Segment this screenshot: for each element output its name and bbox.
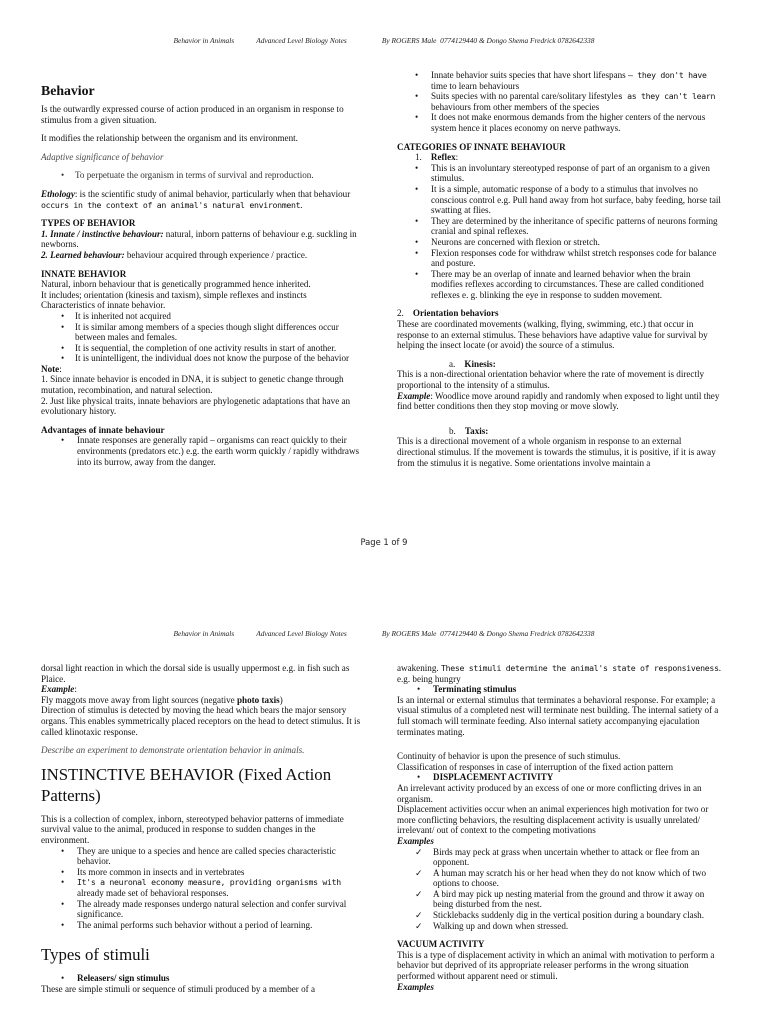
list-item: • Releasers/ sign stimulus — [61, 973, 170, 984]
header-right: By ROGERS Male 0774129440 & Dongo Shema Fredrick 0782642338 — [381, 629, 595, 638]
ethology-paragraph: Ethology: is the scientific study of animal behavior, particularly when that behaviour occurs in the context of an animal's natural environment. — [41, 188, 351, 210]
advantages-heading: Advantages of innate behaviour — [41, 424, 165, 435]
reflex-heading: 1. Reflex: — [415, 152, 459, 163]
list-item: • They are unique to a species and hence are called species characteristic behavior. — [61, 845, 336, 867]
list-item: • Suits species with no parental care/solitary lifestyles as they can't learn behaviours from other members of the species — [415, 91, 716, 112]
list-item: • It's a neuronal economy measure, providing organisms with already made set of behavioral responses. — [61, 877, 341, 898]
advantages-continued-list — [397, 70, 721, 134]
instinctive-title: INSTINCTIVE BEHAVIOR (Fixed Action Patterns) — [41, 764, 332, 805]
innate-type: 1. Innate / instinctive behaviour: natural, inborn patterns of behaviour e.g. suckling in newborns. — [41, 228, 357, 250]
terminating-list — [397, 684, 721, 695]
list-item: ✓ A bird may pick up nesting material from the ground and throw it away on being disturbed from the nest. — [415, 888, 705, 910]
list-item: • It is inherited not acquired — [61, 310, 171, 321]
describe-question: Describe an experiment to demonstrate orientation behavior in animals. — [41, 745, 305, 756]
list-item: • There may be an overlap of innate and learned behavior when the brain modifies reflexes according to circumstances. These are called conditioned reflexes e. g. blinking the eye in response to sudden movement. — [415, 268, 704, 300]
list-item: • It is similar among members of a species though slight differences occur between males and females. — [61, 321, 339, 343]
taxis-text: This is a directional movement of a whole organism in response to an external directional stimulus. If the movement is towards the stimulus, it is positive, if it is away from the stimulus it is negative. Some orientations involve maintain a — [397, 436, 716, 468]
list-item: ✓ Birds may peck at grass when uncertain whether to attack or flee from an opponent. — [415, 846, 700, 868]
terminating-text: Is an internal or external stimulus that terminates a behavioral response. For example; a visual stimulus of a completed nest will terminate nest building. The internal satiety of a full stomach will terminate feeding. Also internal satiety accompanying ejaculation terminates mating. — [397, 694, 719, 737]
list-item: • It is a simple, automatic response of a body to a stimulus that involves no conscious control e.g. Pull hand away from hot surface, baby feeding, horse tail swatting at flies. — [415, 183, 721, 216]
list-item: ✓ A human may scratch his or her head when they do not know which of two options to choose. — [415, 867, 707, 889]
header-middle: Advanced Level Biology Notes — [256, 36, 347, 45]
list-item: • Innate responses are generally rapid – organisms can react quickly to their environments (predators etc.) e.g. the earth worm quickly / rapidly withdraws into its burrow, away from the danger. — [61, 435, 360, 467]
reflex-list — [397, 163, 721, 301]
taxis-heading: b. Taxis: — [449, 425, 489, 436]
running-header — [0, 629, 768, 638]
vacuum-text: This is a type of displacement activity in which an animal with motivation to perform a behavior but deprived of its appropriate releaser performs in the wrong situation performed without apparent need or stimuli. — [397, 949, 715, 982]
example-label: Example: — [41, 684, 77, 695]
kinesis-example: Example: Woodlice move around rapidly and randomly when exposed to light until they find better conditions then they stop moving or move slowly. — [397, 390, 720, 412]
list-item: ✓ Sticklebacks suddenly dig in the vertical position during a boundary clash. — [415, 910, 704, 921]
examples-list — [397, 847, 721, 932]
running-header — [0, 36, 768, 45]
releasers-text: These are simple stimuli or sequence of stimuli produced by a member of a — [41, 983, 315, 994]
page-1-right-column — [397, 70, 721, 468]
types-heading: TYPES OF BEHAVIOR — [41, 218, 136, 229]
note-label: Note: — [41, 363, 62, 374]
list-item: • It is sequential, the completion of one activity results in start of another. — [61, 342, 337, 353]
awakening-text: awakening. These stimuli determine the animal's state of responsiveness. e.g. being hungry — [397, 663, 721, 684]
adaptive-list — [41, 170, 363, 181]
list-item: • DISPLACEMENT ACTIVITY — [417, 772, 554, 783]
innate-heading: INNATE BEHAVIOR — [41, 268, 127, 279]
vacuum-heading: VACUUM ACTIVITY — [397, 939, 485, 950]
list-item: • The already made responses undergo natural selection and confer survival significance. — [61, 898, 347, 920]
orientation-text: These are coordinated movements (walking, flying, swimming, etc.) that occur in response to an external stimulus. These behaviors have adaptive value for survival by helping the insect locate (or avoid) the source of a stimulus. — [397, 319, 708, 351]
instinctive-definition: This is a collection of complex, inborn, stereotyped behavior patterns of immediate survival value to the animal, produced in response to sudden changes in the environment. — [41, 813, 344, 845]
list-item: • Flexion responses code for withdraw whilst stretch responses code for balance and posture. — [415, 247, 717, 269]
characteristics-list — [41, 311, 363, 364]
page-2-right-column — [397, 663, 721, 992]
behavior-definition: Is the outwardly expressed course of action produced in an organism in response to stimulus from a given situation. — [41, 104, 344, 125]
behavior-title: Behavior — [41, 83, 95, 98]
fly-maggots: Fly maggots move away from light sources (negative photo taxis) — [41, 694, 283, 705]
displacement-text-1: An irrelevant activity produced by an excess of one or more conflicting drives in an organism. — [397, 782, 702, 804]
list-item: • It is unintelligent, the individual does not know the purpose of the behavior — [61, 353, 350, 364]
innate-line-2: It includes; orientation (kinesis and taxism), simple reflexes and instincts — [41, 289, 307, 300]
header-middle: Advanced Level Biology Notes — [256, 629, 347, 638]
taxis-continued: dorsal light reaction in which the dorsal side is usually uppermost e.g. in fish such as Plaice. — [41, 663, 350, 684]
list-item: • Innate behavior suits species that have short lifespans – they don't have time to learn behaviours — [415, 70, 707, 91]
list-item: • To perpetuate the organism in terms of survival and reproduction. — [61, 170, 314, 181]
page-2 — [0, 620, 768, 1024]
classification-text: Classification of responses in case of interruption of the fixed action pattern — [397, 761, 674, 772]
header-left: Behavior in Animals — [173, 629, 235, 638]
innate-line-1: Natural, inborn behaviour that is genetically programmed hence inherited. — [41, 279, 311, 290]
list-item: • Terminating stimulus — [417, 684, 517, 695]
learned-type: 2. Learned behaviour: behaviour acquired through experience / practice. — [41, 249, 308, 260]
displacement-text-2: Displacement activities occur when an animal experiences high motivation for two or more conflicting behaviors, the resulting displacement activity is usually unrelated/ irrelevant/ out of context to the competing motivations — [397, 804, 709, 836]
kinesis-text: This is a non-directional orientation behavior where the rate of movement is directly proportional to the intensity of a stimulus. — [397, 369, 705, 391]
instinctive-list — [41, 846, 363, 931]
note-2: 2. Just like physical traits, innate behaviors are phylogenetic adaptations that have an evolutionary history. — [41, 395, 351, 417]
examples-label: Examples — [397, 835, 434, 846]
behavior-modifies: It modifies the relationship between the organism and its environment. — [41, 133, 298, 144]
examples-label-2: Examples — [397, 981, 434, 992]
list-item: • The animal performs such behavior without a period of learning. — [61, 919, 313, 930]
advantages-list — [41, 435, 363, 467]
adaptive-heading: Adaptive significance of behavior — [41, 151, 164, 162]
list-item: • This is an involuntary stereotyped response of part of an organism to a given stimulus. — [415, 162, 710, 184]
note-1: 1. Since innate behavior is encoded in DNA, it is subject to genetic change through mutation, recombination, and natural selection. — [41, 374, 344, 396]
categories-heading: CATEGORIES OF INNATE BEHAVIOUR — [397, 141, 566, 152]
orientation-heading: 2. Orientation behaviors — [397, 308, 499, 319]
header-left: Behavior in Animals — [173, 36, 235, 45]
page-footer: Page 1 of 9 — [360, 537, 408, 547]
releasers-list — [41, 973, 363, 984]
kinesis-heading: a. Kinesis: — [449, 358, 496, 369]
stimuli-title: Types of stimuli — [41, 945, 150, 965]
innate-line-3: Characteristics of innate behavior. — [41, 300, 166, 311]
page-1-left-column — [41, 70, 363, 467]
list-item: • It does not make enormous demands from the higher centers of the nervous system hence it places economy on nerve pathways. — [415, 112, 706, 133]
page-gap — [0, 560, 768, 620]
displacement-list — [397, 772, 721, 783]
header-right: By ROGERS Male 0774129440 & Dongo Shema Fredrick 0782642338 — [381, 36, 595, 45]
list-item: • They are determined by the inheritance of specific patterns of neurons forming cranial and spinal reflexes. — [415, 215, 718, 237]
list-item: ✓ Walking up and down when stressed. — [415, 920, 569, 931]
direction-text: Direction of stimulus is detected by moving the head which bears the major sensory organs. This enables symmetrically placed receptors on the head to detect stimulus. It is called klinotaxic response. — [41, 705, 361, 737]
list-item: • Neurons are concerned with flexion or stretch. — [415, 236, 600, 247]
continuity-text: Continuity of behavior is upon the presence of such stimulus. — [397, 751, 621, 762]
list-item: • Its more common in insects and in vertebrates — [61, 866, 245, 877]
page-2-left-column — [41, 663, 363, 994]
